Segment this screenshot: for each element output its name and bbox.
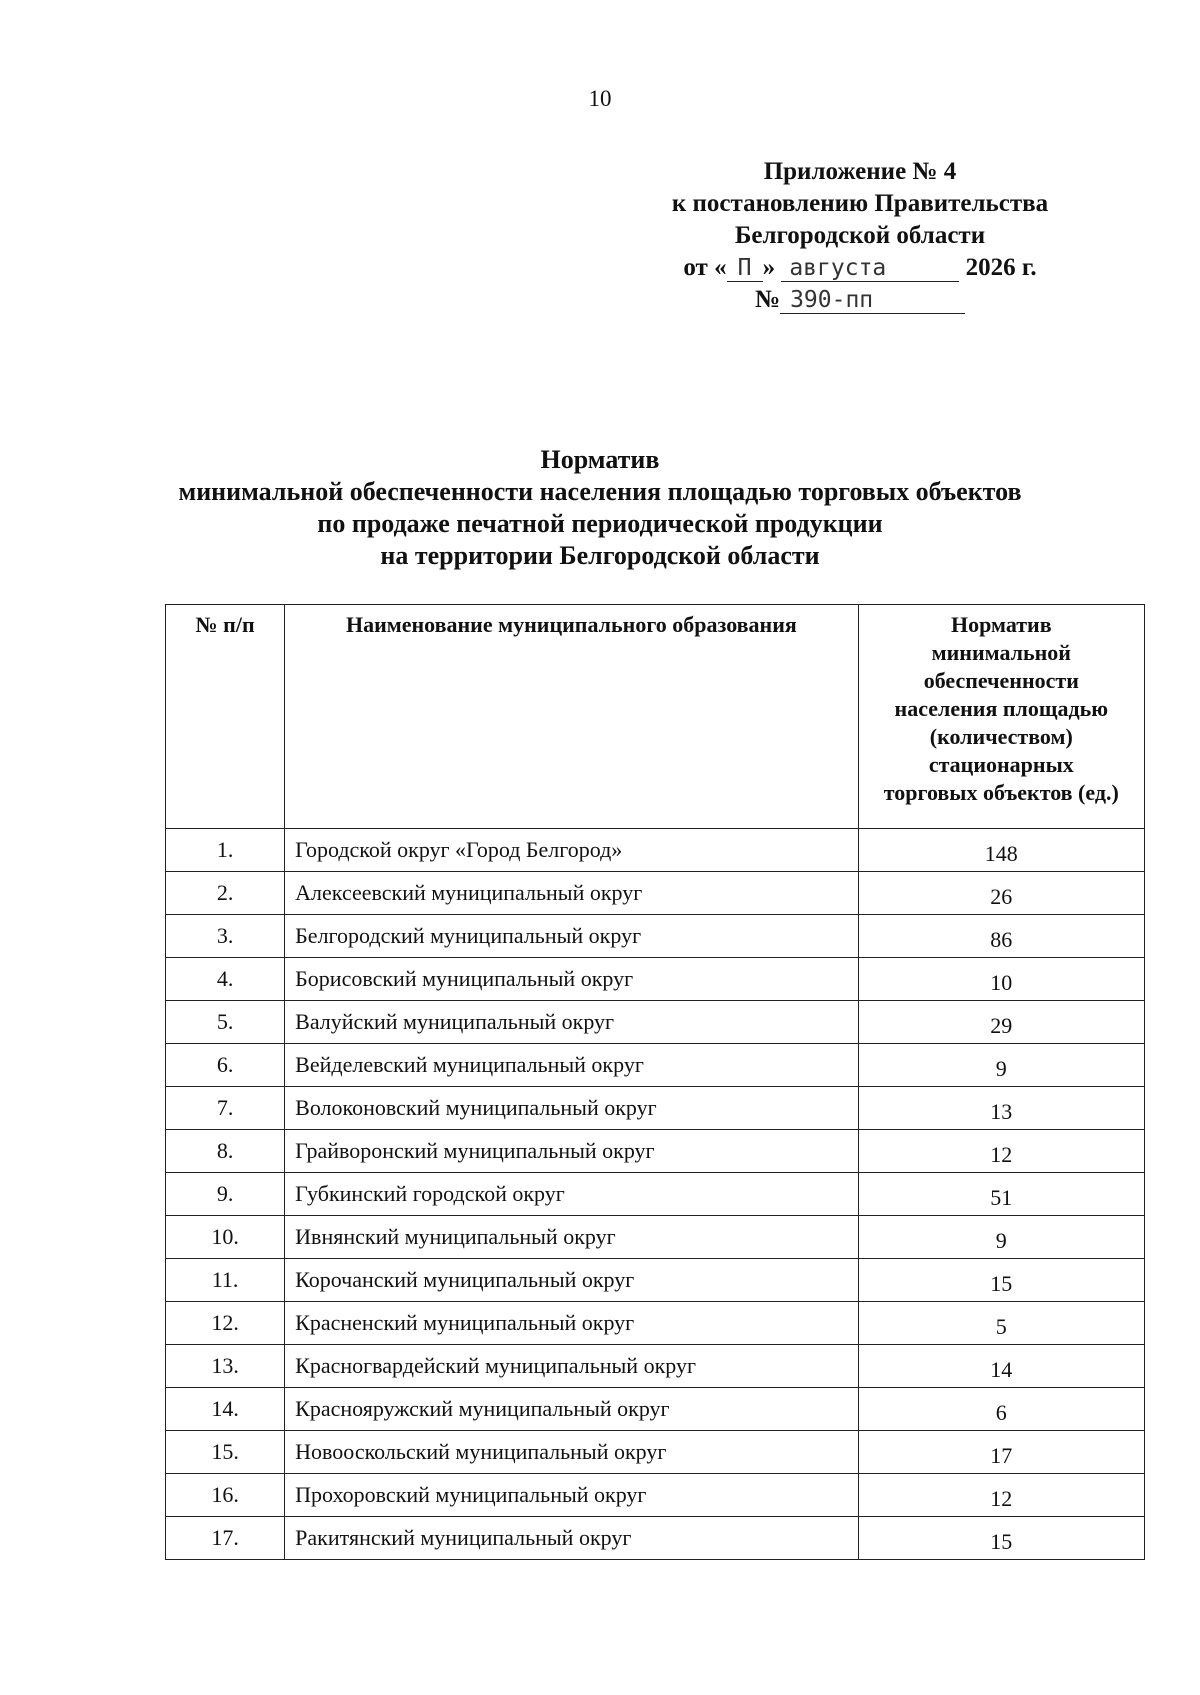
header-value-line: стационарных [928,752,1074,777]
row-norm-value: 10 [990,970,1013,995]
table-row [166,1216,1145,1259]
page-number: 10 [588,86,612,111]
row-norm-value: 15 [990,1529,1013,1554]
appendix-block [620,156,1100,316]
appendix-region: Белгородской области [734,222,986,249]
row-number: 3. [216,923,234,948]
document-title [0,444,1200,572]
table-row [166,1130,1145,1173]
row-number: 5. [216,1009,234,1034]
row-norm-value: 15 [990,1271,1013,1296]
date-mid: » [762,254,776,281]
appendix-resolution: к постановлению Правительства [671,190,1049,217]
header-num: № п/п [166,605,285,829]
table-row [166,872,1145,915]
row-number: 8. [216,1138,234,1163]
row-norm-value: 148 [984,841,1018,866]
row-number: 14. [211,1396,239,1421]
row-municipality: Борисовский муниципальный округ [295,966,634,991]
row-norm-value: 86 [990,927,1013,952]
table-row [166,1517,1145,1560]
row-norm-value: 9 [995,1056,1007,1081]
row-number: 11. [211,1267,239,1292]
table-row [166,829,1145,872]
table-row [166,1302,1145,1345]
header-name: Наименование муниципального образования [285,605,858,829]
row-number: 16. [211,1482,239,1507]
title-line-4: на территории Белгородской области [380,541,820,570]
row-number: 4. [216,966,234,991]
header-value-line: Норматив [950,612,1052,637]
row-norm-value: 26 [990,884,1013,909]
table-body [166,829,1145,1560]
row-norm-value: 6 [995,1400,1007,1425]
table-row [166,1431,1145,1474]
table-row [166,1173,1145,1216]
table-row [166,1474,1145,1517]
appendix-number [620,284,1100,316]
date-month: августа [781,255,959,282]
row-number: 2. [216,880,234,905]
header-value-line: населения площадью [894,696,1109,721]
title-line-1: Норматив [540,445,660,474]
row-number: 17. [211,1525,239,1550]
row-municipality: Красненский муниципальный округ [295,1310,635,1335]
row-norm-value: 13 [990,1099,1013,1124]
appendix-date [620,252,1100,284]
row-municipality: Вейделевский муниципальный округ [295,1052,644,1077]
table-row [166,1001,1145,1044]
table-row [166,958,1145,1001]
row-number: 12. [211,1310,239,1335]
row-norm-value: 29 [990,1013,1013,1038]
row-municipality: Новооскольский муниципальный округ [295,1439,667,1464]
table-row [166,1259,1145,1302]
row-number: 10. [211,1224,239,1249]
header-value-line: минимальной [931,640,1071,665]
title-line-2: минимальной обеспеченности населения площадью торговых объектов [178,477,1022,506]
row-municipality: Губкинский городской округ [295,1181,565,1206]
row-number: 15. [211,1439,239,1464]
row-municipality: Красногвардейский муниципальный округ [295,1353,696,1378]
row-norm-value: 12 [990,1486,1013,1511]
title-line-3: по продаже печатной периодической продукции [317,509,883,538]
date-year: 2026 г. [965,254,1037,281]
resolution-number: 390-пп [780,287,965,314]
number-prefix: № [754,286,781,313]
row-norm-value: 51 [990,1185,1013,1210]
row-municipality: Валуйский муниципальный округ [295,1009,615,1034]
row-municipality: Городской округ «Город Белгород» [295,837,623,862]
date-day: П [727,255,763,282]
row-municipality: Корочанский муниципальный округ [295,1267,635,1292]
row-municipality: Волоконовский муниципальный округ [295,1095,657,1120]
row-number: 9. [216,1181,234,1206]
table-row [166,1345,1145,1388]
row-number: 7. [216,1095,234,1120]
row-norm-value: 12 [990,1142,1013,1167]
row-number: 1. [216,837,234,862]
row-municipality: Алексеевский муниципальный округ [295,880,643,905]
row-number: 13. [211,1353,239,1378]
row-municipality: Белгородский муниципальный округ [295,923,642,948]
row-norm-value: 5 [995,1314,1007,1339]
table-row [166,1388,1145,1431]
row-norm-value: 9 [995,1228,1007,1253]
row-norm-value: 17 [990,1443,1013,1468]
row-norm-value: 14 [990,1357,1013,1382]
row-municipality: Ракитянский муниципальный округ [295,1525,632,1550]
table-row [166,1044,1145,1087]
date-prefix: от « [683,254,727,281]
row-municipality: Ивнянский муниципальный округ [295,1224,616,1249]
norm-table [165,604,1145,1560]
table-row [166,915,1145,958]
table-row [166,1087,1145,1130]
table-header-row [166,605,1145,829]
header-value-line: обеспеченности [923,668,1079,693]
row-municipality: Краснояружский муниципальный округ [295,1396,670,1421]
row-municipality: Грайворонский муниципальный округ [295,1138,655,1163]
row-number: 6. [216,1052,234,1077]
appendix-title: Приложение № 4 [763,158,957,185]
row-municipality: Прохоровский муниципальный округ [295,1482,647,1507]
header-value-line: (количеством) [929,724,1073,749]
header-value [858,605,1144,829]
header-value-line: торговых объектов (ед.) [883,780,1119,805]
